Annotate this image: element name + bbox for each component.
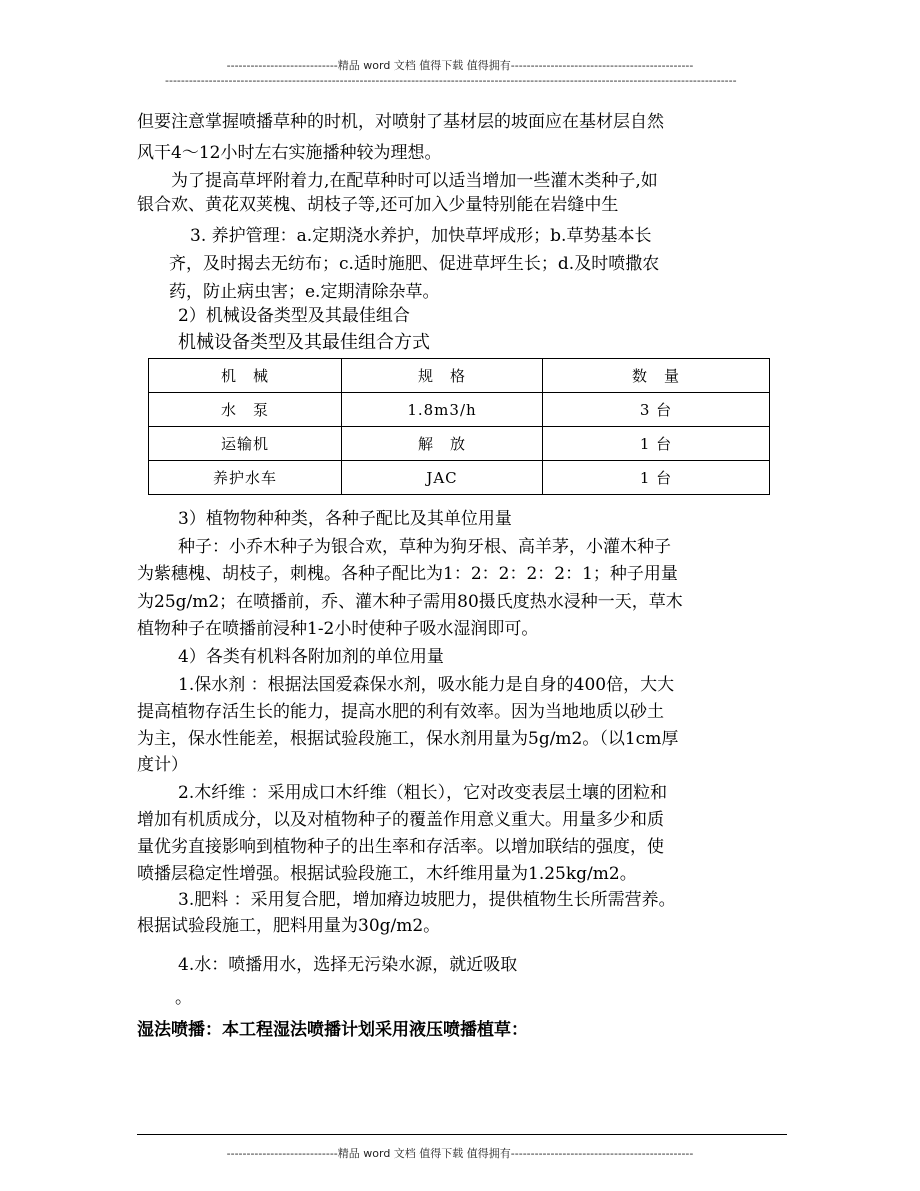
paragraph-line: 。 [175, 988, 192, 1008]
paragraph-line: 度计） [137, 755, 188, 775]
paragraph-line: 3.肥料 ：采用复合肥，增加瘠边坡肥力，提供植物生长所需营养。 [178, 890, 676, 910]
paragraph-line: 根据试验段施工，肥料用量为30g/m2。 [137, 916, 441, 936]
header-cell-spec: 规 格 [342, 359, 543, 393]
table-caption: 机械设备类型及其最佳组合方式 [178, 332, 430, 353]
header-banner: ----------------------------精品 word 文档 值得下载 值得拥有---------------------------------------------- [226, 59, 694, 72]
table-header-row [149, 359, 770, 393]
paragraph-line: 3. 养护管理：a.定期浇水养护，加快草坪成形；b.草势基本长 [190, 226, 652, 246]
paragraph-line: 银合欢、黄花双荚槐、胡枝子等,还可加入少量特别能在岩缝中生 [137, 195, 619, 215]
section-heading: 3）植物物种种类，各种子配比及其单位用量 [178, 509, 512, 529]
machinery-table [148, 358, 770, 495]
table-cell: 1 台 [543, 427, 770, 461]
paragraph-line: 1.保水剂 ：根据法国爱森保水剂，吸水能力是自身的400倍，大大 [178, 675, 675, 695]
header-cell-quantity: 数 量 [543, 359, 770, 393]
paragraph-line: 为了提高草坪附着力,在配草种时可以适当增加一些灌木类种子,如 [171, 171, 658, 191]
paragraph-line: 为主，保水性能差，根据试验段施工，保水剂用量为5g/m2。（以1cm厚 [137, 729, 679, 749]
paragraph-line: 2.木纤维 ：采用成口木纤维（粗长），它对改变表层土壤的团粒和 [178, 783, 668, 803]
table-cell: 水 泵 [149, 393, 342, 427]
table-row [149, 461, 770, 495]
paragraph-line: 量优劣直接影响到植物种子的出生率和存活率。以增加联结的强度，使 [137, 837, 664, 857]
paragraph-line: 4.水：喷播用水，选择无污染水源，就近吸取 [178, 955, 518, 975]
paragraph-line: 增加有机质成分，以及对植物种子的覆盖作用意义重大。用量多少和质 [137, 810, 664, 830]
footer-rule [137, 1134, 787, 1135]
paragraph-line: 为紫穗槐、胡枝子，刺槐。各种子配比为1：2：2：2：2：1；种子用量 [137, 564, 678, 584]
paragraph-line: 但要注意掌握喷播草种的时机，对喷射了基材层的坡面应在基材层自然 [137, 112, 664, 132]
table-cell: 运输机 [149, 427, 342, 461]
paragraph-line: 风干4～12小时左右实施播种较为理想。 [137, 143, 442, 163]
table-cell: 养护水车 [149, 461, 342, 495]
table-cell: 3 台 [543, 393, 770, 427]
paragraph-line: 齐，及时揭去无纺布；c.适时施肥、促进草坪生长；d.及时喷撒农 [169, 254, 660, 274]
footer-banner: ----------------------------精品 word 文档 值得下载 值得拥有---------------------------------------------- [226, 1147, 694, 1160]
section-heading: 4）各类有机料各附加剂的单位用量 [178, 647, 444, 667]
header-dashes: ------------------------------------------------------------------------------------------------------------------------------------------------ [165, 74, 737, 87]
paragraph-line: 喷播层稳定性增强。根据试验段施工，木纤维用量为1.25kg/m2。 [137, 864, 637, 884]
table-row [149, 393, 770, 427]
table-row [149, 427, 770, 461]
table-cell: 1.8m3/h [342, 393, 543, 427]
paragraph-line: 为25g/m2；在喷播前，乔、灌木种子需用80摄氏度热水浸种一天，草木 [137, 592, 683, 612]
table-cell: 解 放 [342, 427, 543, 461]
paragraph-line: 提高植物存活生长的能力，提高水肥的利有效率。因为当地地质以砂土 [137, 702, 664, 722]
paragraph-line: 药，防止病虫害；e.定期清除杂草。 [169, 282, 440, 302]
paragraph-line: 植物种子在喷播前浸种1-2小时使种子吸水湿润即可。 [137, 619, 539, 639]
bold-heading: 湿法喷播：本工程湿法喷播计划采用液压喷播植草： [137, 1020, 528, 1040]
header-cell-machine: 机 械 [149, 359, 342, 393]
table-cell: JAC [342, 461, 543, 495]
section-heading: 2）机械设备类型及其最佳组合 [178, 306, 410, 326]
table-cell: 1 台 [543, 461, 770, 495]
paragraph-line: 种子：小乔木种子为银合欢，草种为狗牙根、高羊茅，小灌木种子 [178, 537, 671, 557]
